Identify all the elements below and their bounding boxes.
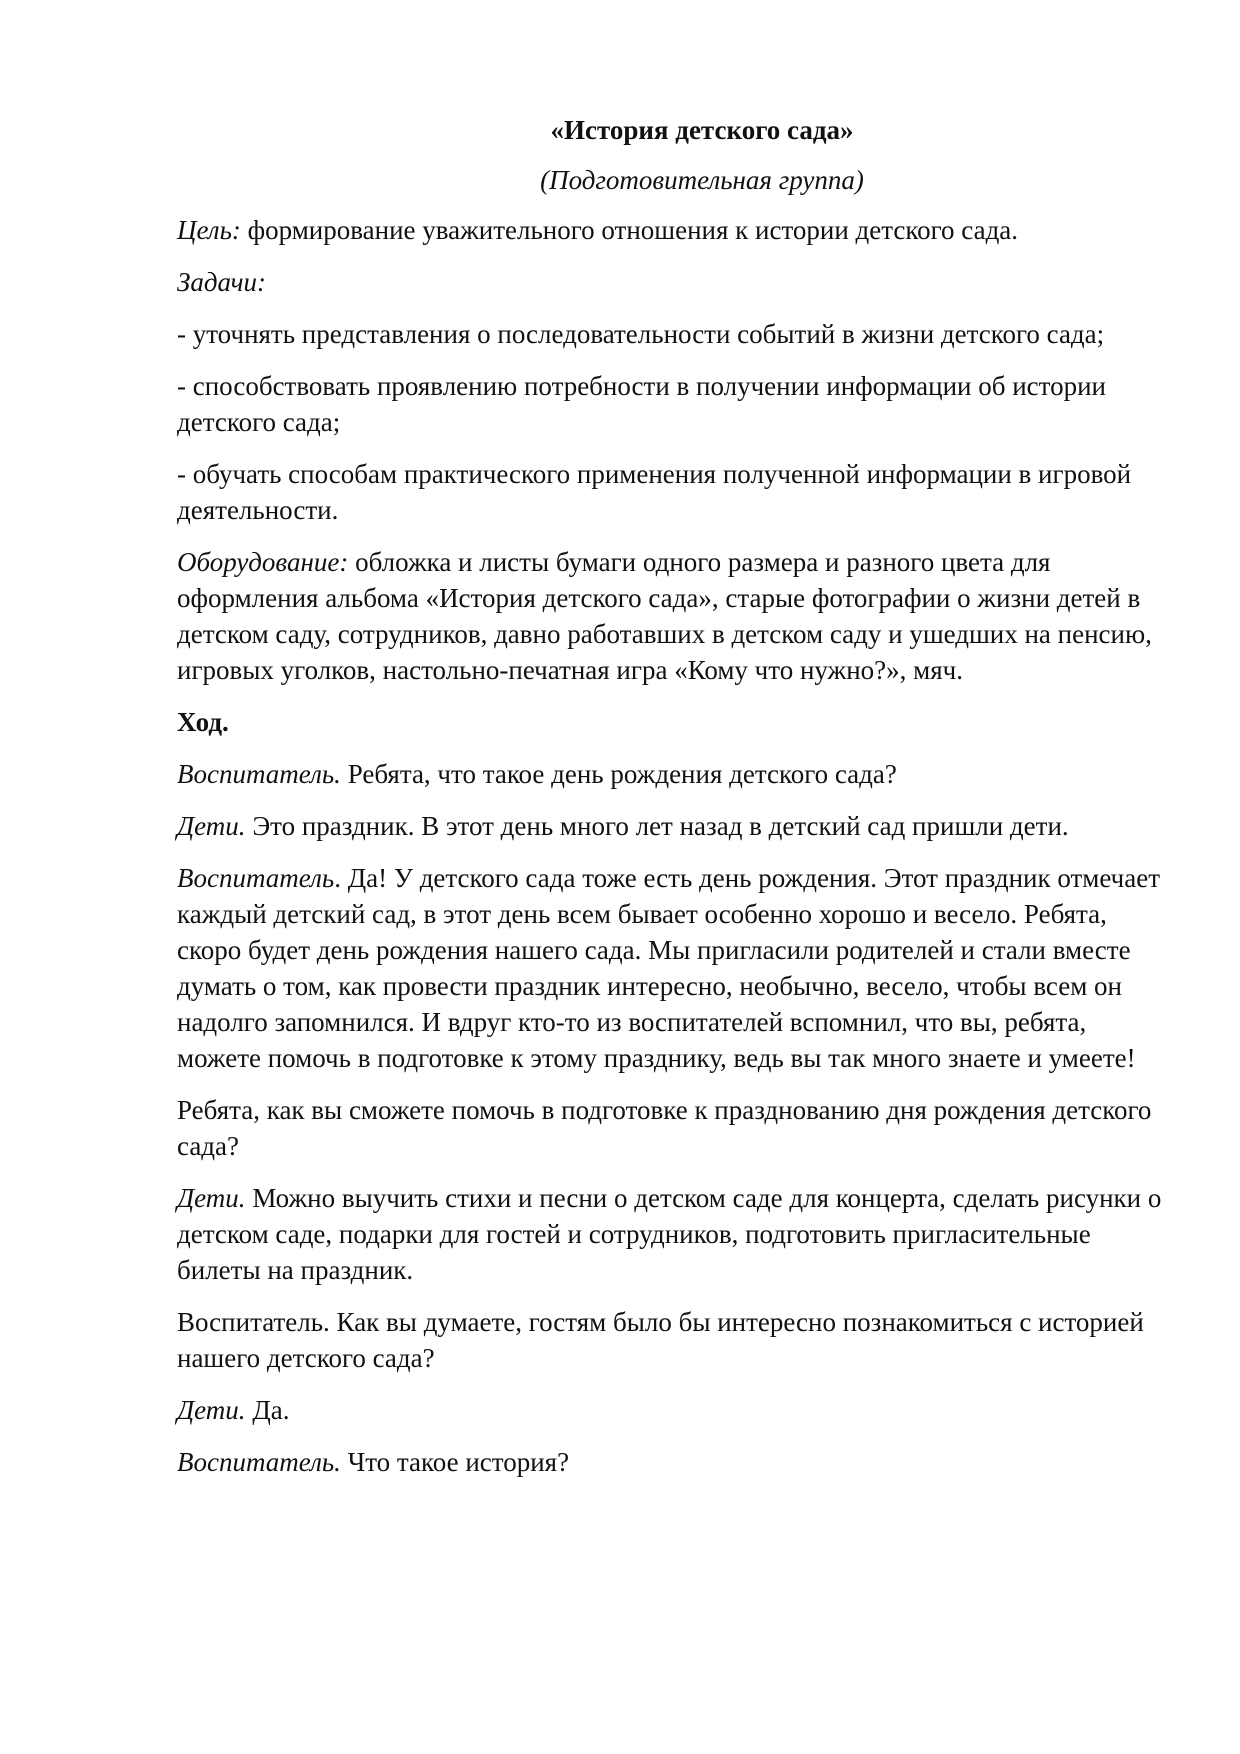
document-subtitle: (Подготовительная группа) (540, 165, 864, 195)
equipment-label: Оборудование: (177, 547, 349, 577)
speaker: Воспитатель. (177, 1447, 341, 1477)
speaker: Воспитатель. (177, 759, 341, 789)
dialogue-line (177, 1092, 1167, 1164)
dialogue-line (177, 1444, 1167, 1480)
dialogue-line (177, 1392, 1167, 1428)
task-item: - обучать способам практического применения полученной информации в игровой деятельности. (177, 459, 1132, 525)
task-item: - способствовать проявлению потребности в получении информации об истории детского сада; (177, 371, 1106, 437)
utterance: Ребята, что такое день рождения детского сада? (340, 759, 897, 789)
task-item: - уточнять представления о последовательности событий в жизни детского сада; (177, 319, 1105, 349)
utterance: Можно выучить стихи и песни о детском саде для концерта, сделать рисунки о детском саде, подарки для гостей и сотрудников, подготовить пригласительные билеты на праздник. (177, 1183, 1162, 1285)
utterance: . Да! У детского сада тоже есть день рождения. Этот праздник отмечает каждый детский сад, в этот день всем бывает особенно хорошо и весело. Ребята, скоро будет день рождения нашего сада. Мы пригласили родителей и стали вместе думать о том, как провести праздник интересно, необычно, весело, чтобы всем он надолго запомнился. И вдруг кто-то из воспитателей вспомнил, что вы, ребята, можете помочь в подготовке к этому празднику, ведь вы так много знаете и умеете! (177, 863, 1161, 1073)
speaker: Дети. (177, 811, 246, 841)
utterance: Что такое история? (340, 1447, 570, 1477)
utterance: Да. (245, 1395, 290, 1425)
utterance: Воспитатель. Как вы думаете, гостям было бы интересно познакомиться с историей нашего детского сада? (177, 1307, 1144, 1373)
speaker: Дети. (177, 1395, 246, 1425)
dialogue-line (177, 1304, 1167, 1376)
goal-paragraph (177, 212, 1167, 248)
document-title: «История детского сада» (550, 115, 854, 145)
dialogue-line (177, 756, 1167, 792)
speaker: Воспитатель (177, 863, 335, 893)
utterance: Это праздник. В этот день много лет назад в детский сад пришли дети. (245, 811, 1069, 841)
dialogue-line (177, 860, 1167, 1076)
dialogue-line (177, 808, 1167, 844)
equipment-paragraph (177, 544, 1167, 688)
goal-text: формирование уважительного отношения к истории детского сада. (240, 215, 1019, 245)
goal-label: Цель: (177, 215, 241, 245)
progress-heading: Ход. (177, 707, 229, 737)
speaker: Дети. (177, 1183, 246, 1213)
tasks-label: Задачи: (177, 267, 267, 297)
document-body (177, 112, 1167, 1496)
equipment-text: обложка и листы бумаги одного размера и разного цвета для оформления альбома «История детского сада», старые фотографии о жизни детей в детском саду, сотрудников, давно работавших в детском саду и ушедших на пенсию, игровых уголков, настольно-печатная игра «Кому что нужно?», мяч. (177, 547, 1152, 685)
utterance: Ребята, как вы сможете помочь в подготовке к празднованию дня рождения детского сада? (177, 1095, 1152, 1161)
dialogue-line (177, 1180, 1167, 1288)
